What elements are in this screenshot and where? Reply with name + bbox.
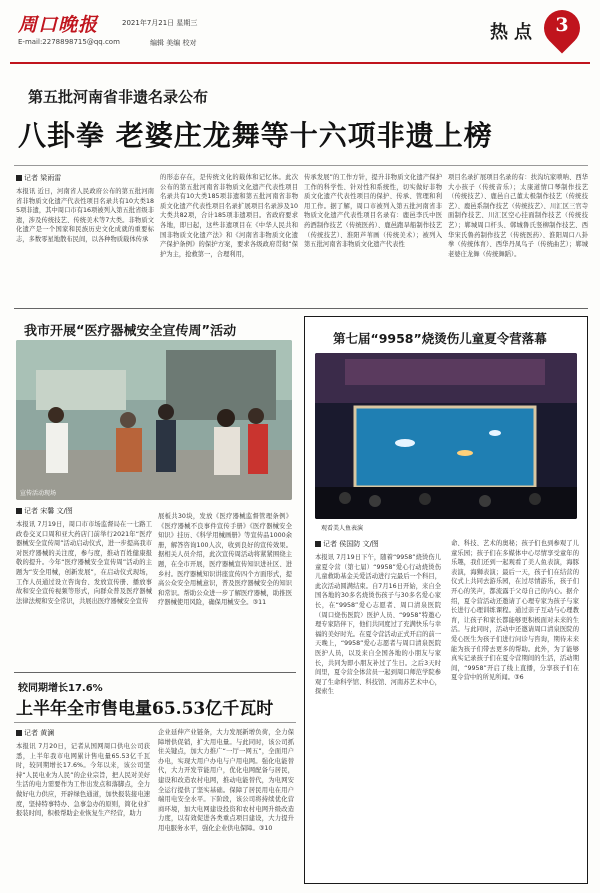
lead-byline: 记者 梁雨雷 [16, 173, 154, 183]
contact-email: E-mail:2278898715@qq.com [18, 38, 120, 46]
story3-column-2 [451, 539, 579, 683]
divider [14, 308, 588, 309]
story2-body-2: 展板共30块，发放《医疗器械监督管理条例》《医疗器械不良事件宣传手册》《医疗器械安全知识》挂历、《科学用械画册》等宣传品1000余册，解答咨询100人次，收到良好的宣传效果。据相关人员介绍，此次宣传周活动将紧紧围绕主题，在全市开展，医疗器械宣传知识进社区、进乡村。医疗器械知识讲座宣传四个方面形式，提高公众安全用械意识，普及医疗器械安全的知识和常识。帮助公众进一步了解医疗器械，助推医疗器械使用风险，确保用械安全。③11 [158, 513, 292, 607]
page-number-badge [544, 10, 580, 54]
lead-body-4: 项目名录扩展项目名录的有：扶沟坑家唢呐、西华大小孩子（传统音乐）；太康道情口琴制作技艺（传统技艺）、鹿邑自己董太极制作技艺（传统技艺）、鹿邑系制作技艺（传统技艺）、川汇区三官寺面制作技艺、川汇区空心挂面制作技艺（传统技艺）；郸城周口杆头、郸城鲁氏竖柳制作技艺、西华宋氏鲁药制作技艺（传统医药）、淮阳周口八卦拳（传统体育）、西华丹凤鸟子（传统曲艺）；郸城老婆庄龙舞（传统舞蹈）。 [448, 174, 588, 258]
story3-byline: 记者 侯国防 文/图 [315, 539, 441, 549]
story2-photo-caption: 宣传活动现场 [20, 490, 57, 497]
lead-column-3 [304, 173, 442, 250]
story4-body-1: 本报讯 7月20日，记者从国网周口供电公司获悉，上半年我市电网累计售电量65.53亿千瓦时，较同期增长17.6%。今年以来，该公司坚持“人民电业为人民”的企业宗旨，把人民对美好生活的电力需要作为工作出发点和落脚点，全力做好电力供应，开辟绿色通道，加快报装接电速度，坚持特事特办、急事急办的原则，简化业扩报装时间，积极帮助企业恢复生产经营，助力 [16, 743, 150, 818]
story2-photo [16, 340, 292, 500]
lead-kicker: 第五批河南省非遗名录公布 [28, 88, 209, 106]
page-number: 3 [555, 14, 569, 36]
story3-body-2: 命、科技、艺术的奥秘；孩子们也到参观了儿童乐园；孩子们在多媒体中心尽情享受童年的乐趣，我们还到一起观看了美人鱼表演，海豚表演，海狮表演；最后一天，孩子们在结营的仪式上共同去游乐园，在过尽情游乐，孩子们开心的笑声，都流露于父母自己的内心。据介绍，夏令营活动还邀请了心理专家为孩子与家长进行心理训练课程。通过亲子互动与心理教育，让孩子和家长都能够更积极面对未来的生活。与此同时，活动中还邀请周口清泉医院的爱心医生为孩子们进行问诊与咨询，期待未来能为孩子们带去更多的帮助。此外，为了能够真实记录孩子们在夏令营期间的生活，活动期间，“9958”开启了线上直播，分享孩子们在夏令营中的所见所闻。③6 [451, 540, 579, 682]
lead-headline: 八卦拳 老婆庄龙舞等十六项非遗上榜 [18, 119, 493, 152]
event-photo-illustration [16, 340, 292, 500]
issue-date: 2021年7月21日 星期三 [122, 19, 198, 27]
divider [14, 722, 296, 723]
story3-photo [315, 353, 577, 519]
story2-column-1 [16, 506, 152, 606]
section-title: 热点 [490, 22, 538, 43]
story2-body-1: 本报讯 7月19日，周口市市场监督局在一七路工政卷交叉口周和亚大药店门前举行2021年“医疗器械安全宣传周”活动启动仪式，进一步提高我市对医疗器械的关注度，参与度，推动百姓健康报敬的提升。今年“医疗器械安全宣传周”活动的主题为“安全用械，创新发展”，在启动仪式现场，工作人员通过设立咨询台、发放宣传册、播放事故和安全宣传视频等形式，向群众普及医疗器械法律法规和安全常识，共展出医疗器械安全宣传 [16, 521, 152, 605]
divider [14, 672, 296, 673]
story4-column-2 [158, 728, 294, 834]
lead-body-2: 的形态存在，是传统文化的载体和记忆体。此次公布的第五批河南省非物质文化遗产代表性项目名录共有10大类185项非遗和第五批河南省非物质文化遗产代表性项目名录扩展项目名录涉及10大类共82项，合计185项非遗项目。省政府要求各地，即日起，这些非遗项目在《中华人民共和国非物质文化遗产法》和《河南省非物质文化遗产保护条例》的保护方案，要求各级政府贯彻“保护为主，抢救第一，合理利用， [160, 174, 298, 258]
aquarium-photo-illustration [315, 353, 577, 519]
story3-body-1: 本报讯 7月19日下午，随着“9958”烧烫伤儿童夏令营（第七届）“9958”爱心行动烧烫伤儿童救助基金关爱活动进行完最后一个科目，此次活动圆满结束。自7月16日开始，来自全国各地的30多名烧烫伤孩子与30多名爱心家长，在“9958”爱心志愿者、周口清泉医院（周口烧伤医院）医护人员、“9958”特邀心理专家陪伴下，他们共同度过了充满快乐与幸福的美好时光。在夏令营活动正式开启的前一天晚上，“9958”爱心志愿者与周口清泉医院医护人员，以及来自全国各地的小朋友与家长，共同为即小朋友补过了生日。之后3天时间里，夏令营全体营员一起到周口师范学院参观了生命科学馆、科技馆、河南苏艺术中心，探索生 [315, 554, 441, 696]
story3-title: 第七届“9958”烧烫伤儿童夏令营落幕 [333, 331, 547, 346]
story4-byline: 记者 黄澜 [16, 728, 150, 738]
lead-body-1: 本报讯 近日，河南省人民政府公布的第五批河南省非物质文化遗产代表性项目名录共有10大类185项非遗，其中周口市有16项被列入第五批省级非遗，涉及传统技艺、传统美术等7大类。非物质文化遗产是一个国家和民族历史文化成就的重要标志，多数零星地散布民间，以各种物质载体传承 [16, 188, 154, 243]
story4-headline: 上半年全市售电量65.53亿千瓦时 [16, 699, 274, 719]
editor-credits: 编辑 美编 校对 [150, 39, 197, 47]
story2-column-2 [158, 512, 292, 608]
lead-column-1 [16, 173, 154, 245]
masthead [10, 8, 590, 70]
story3-box [304, 316, 588, 884]
story4-body-2: 企业延伸产业链条，大力发展新增负荷，全力保障增供促销，扩大用电量。与此同时，该公司抓住关键点，加大力推广“一厅一网五”，全面用户办电，实现大用户办电与户用电网。强化电能替代，大力开发节能用户，优化电网配备与居民，建设和改造农村电网，推动电能替代，为电网安全运行提供了坚实基础。保障了居民用电在用户端用电安全水平。下阶段，该公司将持续优化营商环境，加大电网建设投资和农村电网升级改造力度，以有效促进各类重点项目建设，大力提升用电服务水平，强化企业供电保障。③10 [158, 729, 294, 832]
masthead-rule [10, 62, 590, 64]
story4-column-1 [16, 728, 150, 819]
story3-photo-caption: 观看美人鱼表演 [321, 525, 364, 532]
story2-byline: 记者 宋馨 文/图 [16, 506, 152, 516]
story3-column-1 [315, 539, 441, 697]
newspaper-logo: 周口晚报 [18, 14, 99, 36]
lead-body-3: 传承发展”的工作方针，提升非物质文化遗产保护工作的科学性、针对性和系统性，切实做好非物质文化遗产代表性项目的保护、传承、管理和利用工作。据了解，周口市被列入第五批河南省非物质文化遗产代表性项目名录有：鹿邑李氏中医药酒制作技艺（传统医药）、鹿邑跑旱船制作技艺（传统技艺）、淮阳芦苇画（传统美术）；被列入第五批河南省非物质文化遗产代表性 [304, 174, 442, 249]
story2-title: 我市开展“医疗器械安全宣传周”活动 [24, 324, 237, 339]
divider [14, 165, 588, 166]
lead-column-4 [448, 173, 588, 259]
story4-kicker: 较同期增长17.6% [18, 683, 103, 694]
lead-column-2 [160, 173, 298, 259]
